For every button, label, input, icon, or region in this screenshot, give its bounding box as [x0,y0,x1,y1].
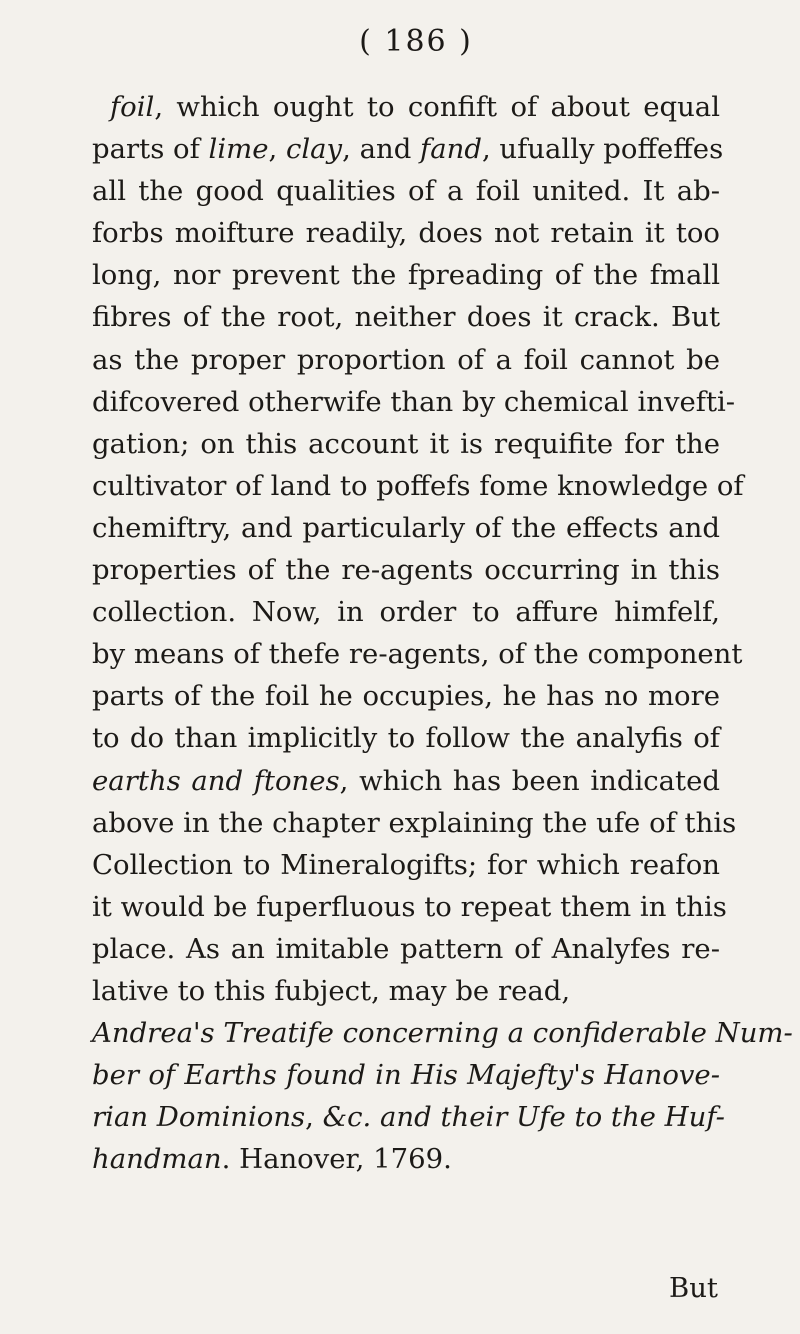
text-line: earths and ftones, which has been indicated [92,764,720,797]
text-line: foil, which ought to confift of about equal [110,91,720,123]
text-line: lative to this fubject, may be read, [92,974,571,1007]
text-line: properties of the re-agents occurring in this [92,554,720,587]
text-line: chemiftry, and particularly of the effects and [92,511,720,544]
text-line: forbs moifture readily, does not retain it too [92,217,720,250]
text-line: parts of lime, clay, and fand, ufually poffeffes [92,133,724,166]
text-line: to do than implicitly to follow the analyfis of [92,722,720,755]
text-line: collection. Now, in order to affure himfelf, [92,596,720,629]
text-line: place. As an imitable pattern of Analyfes re- [92,932,720,965]
text-line: handman. Hanover, 1769. [92,1143,452,1176]
text-line: above in the chapter explaining the ufe of this [92,806,737,839]
text-line: as the proper proportion of a foil cannot be [92,343,720,376]
catchword: But [669,1272,718,1304]
text-line: rian Dominions, &c. and their Ufe to the Huf- [92,1101,725,1134]
text-line: parts of the foil he occupies, he has no more [92,680,720,713]
text-line: long, nor prevent the fpreading of the fmall [92,259,720,292]
text-line: it would be fuperfluous to repeat them in this [92,890,727,923]
body-text [92,86,793,1180]
text-line: Andrea's Treatife concerning a confiderable Num- [92,1017,793,1050]
text-line: ber of Earths found in His Majefty's Hanove- [92,1059,720,1092]
text-line: difcovered otherwife than by chemical invefti- [92,385,736,418]
text-line: by means of thefe re-agents, of the component [92,638,743,671]
page-number-header: ( 186 ) [359,24,473,59]
text-line: Collection to Mineralogifts; for which reafon [92,848,720,881]
text-line: cultivator of land to poffefs fome knowledge of [92,469,744,502]
text-line: fibres of the root, neither does it crack. But [92,301,720,334]
text-line: all the good qualities of a foil united. It ab- [92,175,720,208]
text-line: gation; on this account it is requifite for the [92,427,720,460]
